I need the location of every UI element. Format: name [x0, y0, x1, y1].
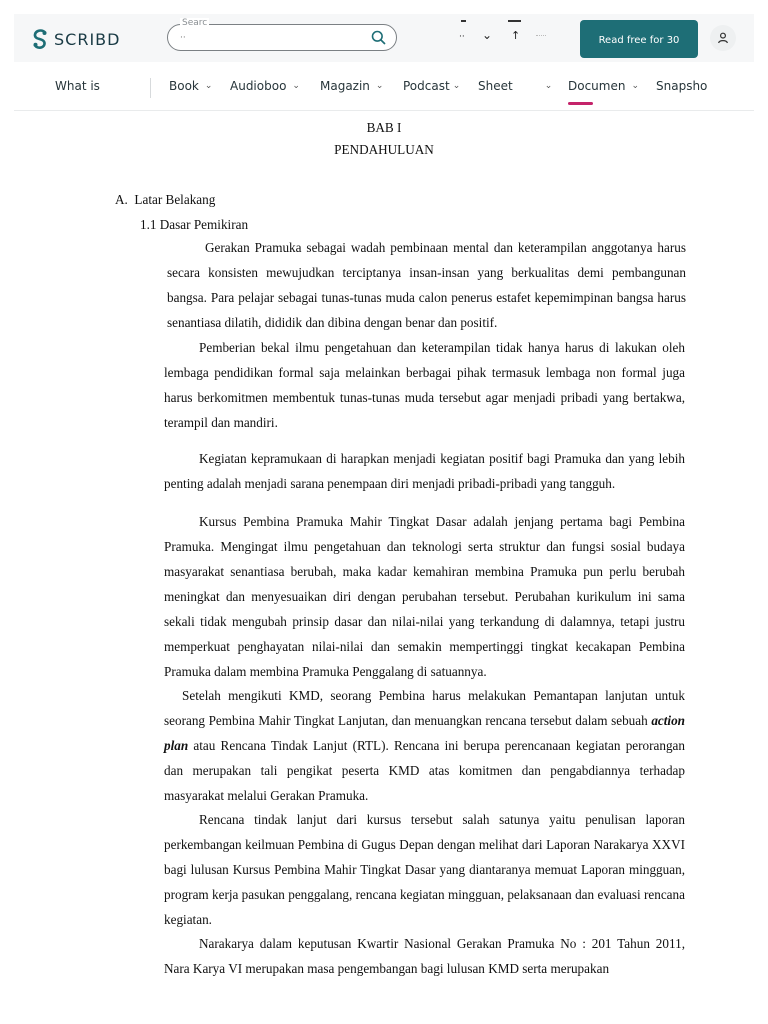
paragraph [164, 683, 685, 808]
tool-mark-a [461, 20, 466, 22]
search-box[interactable] [167, 18, 397, 51]
logo-text: SCRIBD [54, 29, 121, 49]
category-nav [14, 62, 754, 111]
nav-sheet-music[interactable] [478, 79, 552, 93]
nav-label: Audioboo [230, 79, 287, 93]
tool-dots [536, 35, 546, 37]
chevron-down-icon: ⌄ [544, 81, 553, 91]
nav-label: Book [169, 79, 199, 93]
paragraph: Kegiatan kepramukaan di harapkan menjadi kegiatan positif bagi Pramuka dan yang lebih penting adalah menjadi sarana penempaan diri menjadi pribadi-pribadi yang tangguh. [164, 451, 685, 491]
chevron-down-icon: ⌄ [631, 81, 640, 91]
section-heading: A. Latar Belakang [115, 192, 216, 207]
scribd-logo-icon [31, 28, 49, 50]
paragraph: Gerakan Pramuka sebagai wadah pembinaan mental dan keterampilan anggotanya harus secara konsisten mewujudkan terciptanya insan-insan yang berkualitas demi pembangunan bangsa. Para pelajar sebagai tunas-tunas muda calon penerus estafet kepemimpinan bangsa harus senantiasa dilatih, dididik dan dibina dengan benar dan positif. [167, 240, 686, 330]
paragraph: Narakarya dalam keputusan Kwartir Nasional Gerakan Pramuka No : 201 Tahun 2011, Nara Karya VI merupakan masa pengembangan bagi lulusan KMD serta merupakan [164, 936, 685, 976]
chevron-down-icon: ⌄ [452, 81, 461, 91]
browser-viewport [14, 14, 754, 989]
document-page [14, 111, 754, 989]
nav-documents[interactable] [568, 79, 639, 93]
upload-icon[interactable]: ↑ [511, 29, 521, 42]
chevron-down-icon: ⌄ [375, 81, 384, 91]
paragraph: Pemberian bekal ilmu pengetahuan dan keterampilan tidak hanya harus di lakukan oleh lembaga pendidikan formal saja melainkan berbagai pihak termasuk lembaga non formal juga harus berkomitmen membentuk tunas-tunas muda tersebut agar menjadi pribadi yang bertakwa, terampil dan mandiri. [164, 340, 685, 430]
nav-label: Documen [568, 79, 626, 93]
subsection-heading: 1.1 Dasar Pemikiran [140, 217, 249, 232]
nav-label: Snapsho [656, 79, 708, 93]
emphasis-text: action plan [164, 713, 686, 753]
search-label: Searc [182, 18, 208, 28]
search-icon[interactable] [371, 30, 386, 49]
tool-mark-b [508, 20, 521, 22]
scribd-logo[interactable] [31, 27, 120, 51]
paragraph-text: atau Rencana Tindak Lanjut (RTL). Rencana ini berupa perencanaan kegiatan perorangan dan merupakan tali pengikat peserta KMD atas komitmen dan pengabdiannya terhadap masyarakat melalui Gerakan Pramuka. [164, 738, 686, 803]
chevron-down-icon[interactable]: ⌄ [482, 28, 493, 42]
nav-label: Sheet [478, 79, 513, 93]
nav-what-is[interactable] [55, 79, 100, 93]
read-free-button[interactable]: Read free for 30 [580, 20, 698, 58]
top-header [14, 14, 754, 62]
nav-audiobooks[interactable] [230, 79, 300, 93]
paragraph: Kursus Pembina Pramuka Mahir Tingkat Dasar adalah jenjang pertama bagi Pembina Pramuka. Mengingat ilmu pengetahuan dan teknologi serta struktur dan fungsi sosial budaya masyarakat senantiasa berubah, maka kadar kemahiran membina Pramuka pun perlu berubah meningkat dan menyesuaikan diri dengan perubahan tersebut. Perubahan kurikulum ini sama sekali tidak mengubah prinsip dasar dan nilai-nilai yang terkandung di dalamnya, tetapi justru memperkuat penghayatan nilai-nilai dan semakin mempertinggi tingkat kecakapan Pembina Pramuka dalam membina Pramuka Penggalang di satuannya. [164, 514, 685, 679]
nav-label: Magazin [320, 79, 370, 93]
chapter-title: PENDAHULUAN [334, 142, 434, 157]
chevron-down-icon: ⌄ [204, 81, 213, 91]
active-tab-indicator [568, 102, 593, 105]
chevron-down-icon: ⌄ [292, 81, 300, 91]
nav-label: Podcast [403, 79, 450, 93]
nav-podcasts[interactable] [403, 79, 460, 93]
header-tools [456, 28, 576, 50]
paragraph-text: Setelah mengikuti KMD, seorang Pembina harus melakukan Pemantapan lanjutan untuk seorang Pembina Mahir Tingkat Lanjutan, dan menuangkan rencana tersebut dalam sebuah [164, 688, 685, 728]
nav-books[interactable] [169, 79, 212, 93]
account-button[interactable] [710, 25, 736, 51]
nav-magazines[interactable] [320, 79, 383, 93]
nav-snapshots[interactable] [656, 79, 707, 93]
user-icon [717, 32, 729, 44]
chapter-heading: BAB I [366, 120, 402, 135]
nav-divider [150, 78, 151, 98]
nav-label: What is [55, 79, 100, 93]
paragraph: Rencana tindak lanjut dari kursus tersebut salah satunya yaitu penulisan laporan perkembangan keilmuan Pembina di Gugus Depan dengan melihat dari Laporan Narakarya XXVI bagi lulusan Kursus Pembina Mahir Tingkat Dasar yang diantaranya memuat Laporan mingguan, program kerja pasukan penggalang, rencana kegiatan mingguan, pelaksanaan dan evaluasi rencana kegiatan. [164, 812, 685, 927]
search-input[interactable] [178, 29, 372, 47]
language-menu[interactable]: ·· [459, 32, 465, 42]
